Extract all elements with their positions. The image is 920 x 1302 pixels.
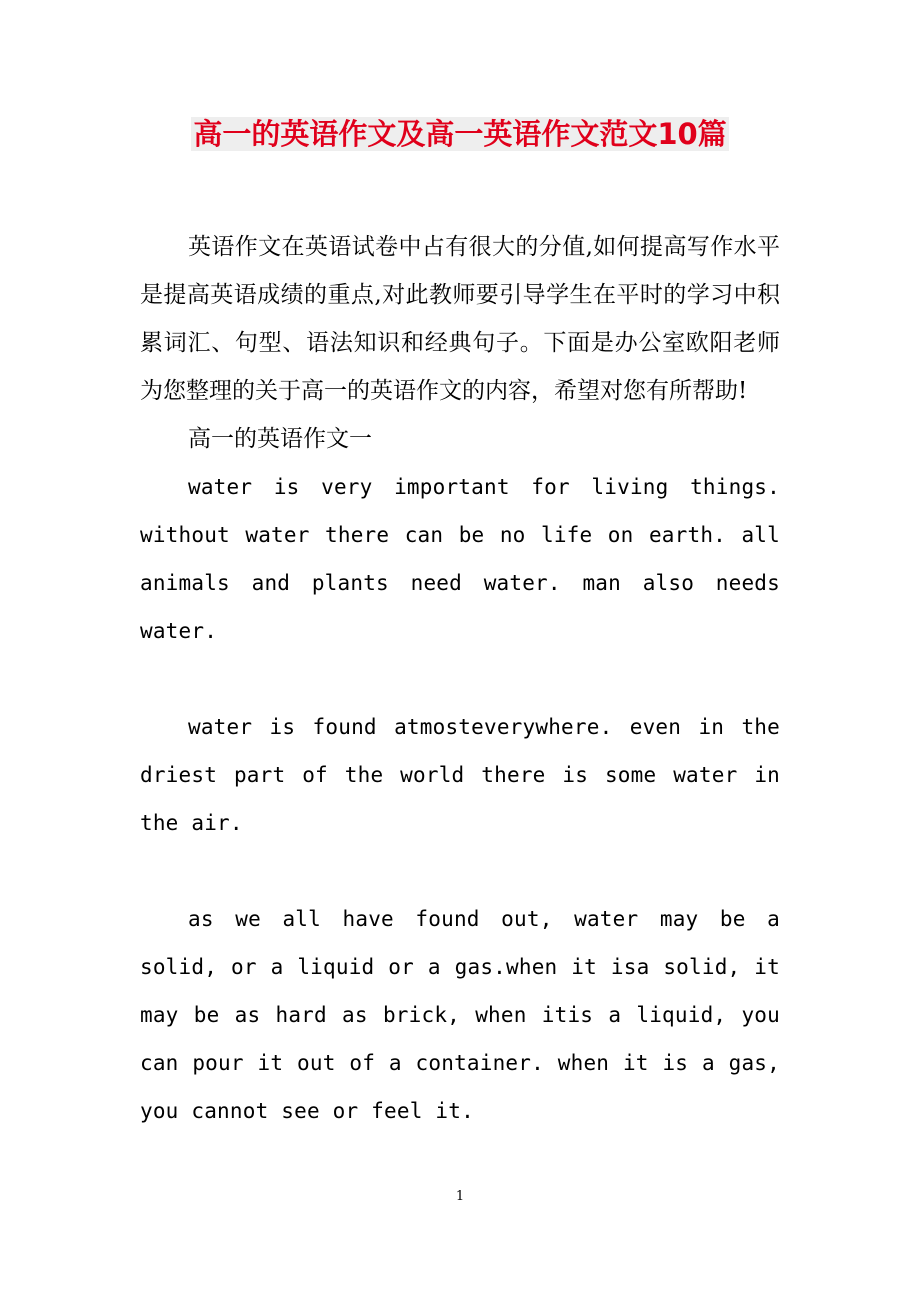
paragraph-spacer <box>140 847 780 895</box>
document-title <box>0 112 920 156</box>
document-title-text: 高一的英语作文及高一英语作文范文10篇 <box>193 117 727 151</box>
essay-paragraph-1: water is very important for living things. without water there can be no life on earth. all animals and plants need water. man also needs water. <box>140 475 780 643</box>
essay-paragraph-3: as we all have found out, water may be a solid, or a liquid or a gas.when it isa solid, it may be as hard as brick, when itis a liquid, you can pour it out of a container. when it is a gas, you cannot see or feel it. <box>140 907 780 1123</box>
page-number: 1 <box>455 1189 465 1204</box>
paragraph-spacer <box>140 655 780 703</box>
essay-paragraph-2: water is found atmosteverywhere. even in the driest part of the world there is some water in the air. <box>140 715 780 835</box>
section-heading: 高一的英语作文一 <box>188 426 372 452</box>
intro-paragraph: 英语作文在英语试卷中占有很大的分值,如何提高写作水平是提高英语成绩的重点,对此教师要引导学生在平时的学习中积累词汇、句型、语法知识和经典句子。下面是办公室欧阳老师为您整理的关于高一的英语作文的内容，希望对您有所帮助! <box>140 234 780 404</box>
document-body <box>140 223 780 1135</box>
